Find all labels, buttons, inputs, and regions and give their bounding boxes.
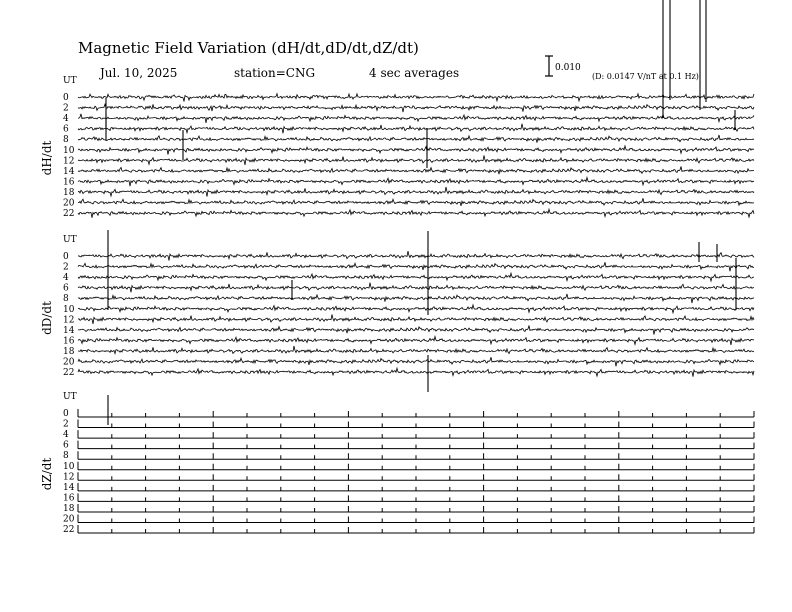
trace-ticks — [78, 474, 754, 480]
trace-line — [78, 251, 754, 261]
hour-label: 4 — [63, 114, 69, 125]
hour-label: 18 — [63, 346, 75, 357]
hour-label: 8 — [63, 294, 69, 305]
trace-ticks — [78, 495, 754, 501]
trace-line — [78, 114, 754, 123]
ut-axis-label: UT — [63, 76, 77, 86]
chart-title: Magnetic Field Variation (dH/dt,dD/dt,dZ/dt) — [78, 39, 419, 57]
hour-label: 0 — [63, 409, 69, 419]
trace-line — [78, 283, 754, 293]
trace-ticks — [78, 443, 754, 449]
hour-label: 12 — [63, 315, 75, 326]
scale-bar — [545, 56, 553, 76]
hour-label: 2 — [63, 262, 69, 273]
panel-dZ-dt — [40, 392, 754, 535]
trace-line — [78, 368, 754, 377]
scale-value: 0.010 — [555, 63, 581, 73]
hour-label: 10 — [63, 304, 75, 315]
trace-ticks — [78, 432, 754, 438]
trace-line — [78, 326, 754, 335]
hour-label: 14 — [63, 325, 75, 336]
hour-label: 20 — [63, 514, 75, 525]
ut-axis-label: UT — [63, 392, 77, 402]
trace-ticks — [78, 453, 754, 459]
hour-label: 4 — [63, 273, 69, 284]
hour-label: 22 — [63, 525, 75, 536]
trace-line — [78, 305, 754, 313]
averaging-label: 4 sec averages — [369, 66, 460, 80]
hour-label: 8 — [63, 451, 69, 462]
panels — [40, 76, 754, 535]
hour-label: 0 — [63, 93, 69, 103]
trace-line — [78, 146, 754, 155]
hour-label: 18 — [63, 187, 75, 198]
trace-line — [78, 94, 754, 102]
hour-label: 20 — [63, 198, 75, 209]
hour-label: 16 — [63, 177, 75, 188]
hour-label: 16 — [63, 493, 75, 504]
ut-axis-label: UT — [63, 235, 77, 245]
hour-label: 16 — [63, 336, 75, 347]
hour-label: 0 — [63, 252, 69, 262]
trace-ticks — [78, 422, 754, 428]
trace-line — [78, 124, 754, 134]
hour-label: 8 — [63, 135, 69, 146]
hour-label: 14 — [63, 482, 75, 493]
hour-label: 18 — [63, 503, 75, 514]
trace-line — [78, 198, 754, 206]
hour-label: 10 — [63, 461, 75, 472]
trace-ticks — [78, 485, 754, 491]
trace-ticks — [78, 506, 754, 512]
hour-label: 2 — [63, 419, 69, 430]
date-label: Jul. 10, 2025 — [100, 66, 178, 80]
trace-ticks — [78, 517, 754, 523]
hour-label: 10 — [63, 145, 75, 156]
hour-label: 22 — [63, 209, 75, 220]
trace-line — [78, 209, 754, 218]
trace-line — [78, 346, 754, 354]
trace-ticks — [78, 464, 754, 470]
hour-label: 6 — [63, 440, 69, 451]
trace-line — [78, 155, 754, 165]
panel-label: dH/dt — [40, 140, 54, 176]
trace-line — [78, 167, 754, 175]
trace-line — [78, 187, 754, 197]
station-label: station=CNG — [234, 66, 316, 80]
trace-line — [78, 262, 754, 271]
scale-note: (D: 0.0147 V/nT at 0.1 Hz) — [592, 72, 699, 81]
panel-label: dZ/dt — [40, 457, 54, 491]
trace-line — [78, 294, 754, 303]
trace-line — [78, 337, 754, 346]
trace-line — [78, 135, 754, 143]
hour-label: 2 — [63, 103, 69, 114]
panel-dH-dt — [40, 76, 754, 219]
hour-label: 6 — [63, 283, 69, 294]
hour-label: 20 — [63, 357, 75, 368]
hour-label: 12 — [63, 472, 75, 483]
hour-label: 12 — [63, 156, 75, 167]
hour-label: 6 — [63, 124, 69, 135]
trace-line — [78, 273, 754, 281]
hour-label: 4 — [63, 430, 69, 441]
trace-line — [78, 104, 754, 112]
panel-label: dD/dt — [40, 301, 54, 335]
panel-dD-dt — [40, 235, 754, 378]
trace-line — [78, 314, 754, 324]
trace-line — [78, 178, 754, 187]
trace-ticks — [78, 527, 754, 533]
hour-label: 14 — [63, 166, 75, 177]
trace-line — [78, 357, 754, 366]
hour-label: 22 — [63, 368, 75, 379]
trace-ticks — [78, 411, 754, 417]
